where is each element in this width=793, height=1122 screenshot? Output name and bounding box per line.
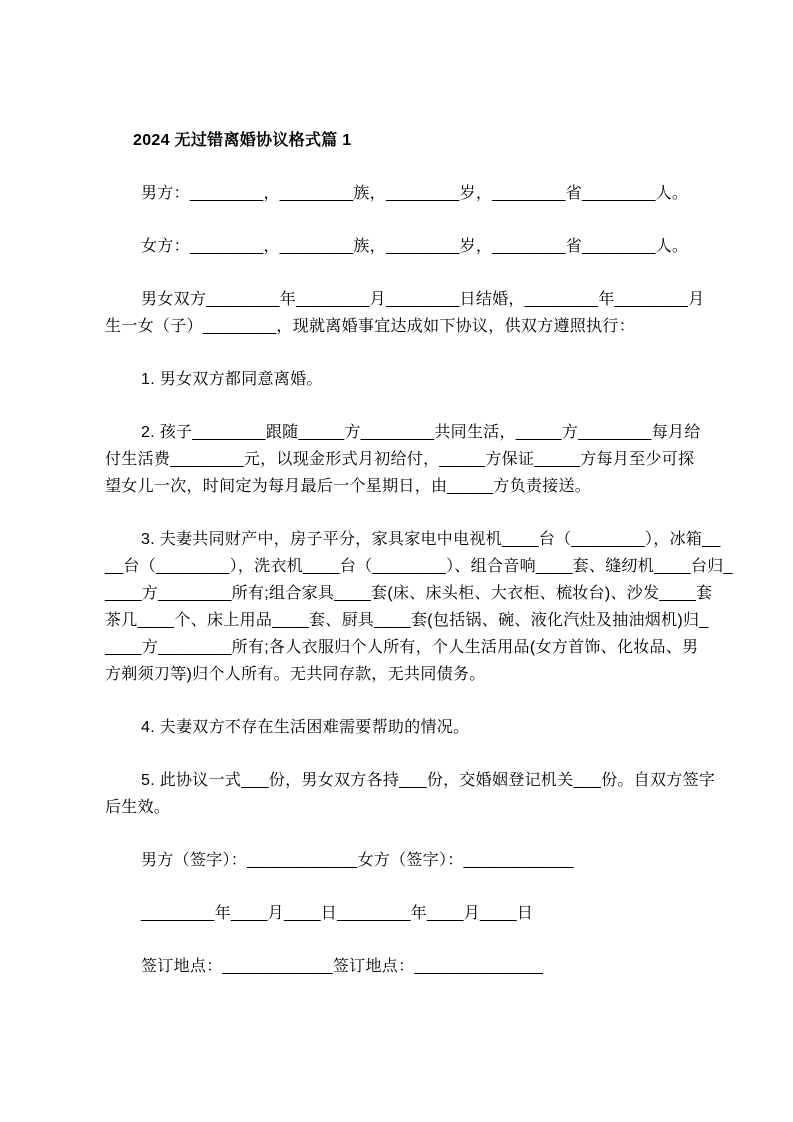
place-line: 签订地点：____________签订地点：______________ (141, 958, 544, 975)
date-paragraph (105, 900, 693, 927)
clause-1-paragraph (105, 366, 693, 393)
clause-3-line-5: ____方________所有;各人衣服归个人所有，个人生活用品(女方首饰、化妆品、男 (105, 639, 699, 656)
party-male-paragraph (105, 180, 693, 207)
signature-paragraph (105, 847, 693, 874)
clause-4-line: 4. 夫妻双方不存在生活困难需要帮助的情况。 (141, 719, 470, 736)
clause-2-paragraph (105, 419, 701, 500)
date-line: ________年____月____日________年____月____日 (141, 905, 534, 922)
intro-line-2: 生一女（子）________，现就离婚事宜达成如下协议，供双方遵照执行： (105, 318, 635, 335)
clause-3-line-4: 茶几____个、床上用品____套、厨具____套(包括锅、碗、液化汽灶及抽油烟机)归_ (105, 612, 709, 629)
clause-3-line-1: 3. 夫妻共同财产中，房子平分，家具家电中电视机____台（________），冰箱__ (141, 531, 721, 548)
clause-5-line-2: 后生效。 (105, 799, 171, 816)
clause-3-line-3: ____方________所有;组合家具____套(床、床头柜、大衣柜、梳妆台)、沙发____套 (105, 585, 713, 602)
intro-line-1: 男女双方________年________月________日结婚，________年________月 (141, 291, 705, 308)
party-female-line: 女方：________，________族，________岁，________省________人。 (141, 238, 689, 255)
place-paragraph (105, 953, 693, 980)
intro-paragraph (105, 286, 705, 340)
document-title: 2024 无过错离婚协议格式篇 1 (133, 132, 352, 149)
clause-2-line-2: 付生活费________元，以现金形式月初给付，_____方保证_____方每月至少可探 (105, 451, 695, 468)
clause-1-line: 1. 男女双方都同意离婚。 (141, 371, 323, 388)
clause-2-line-1: 2. 孩子________跟随_____方________共同生活，_____方________每月给 (141, 424, 701, 441)
clause-3-line-6: 方剃须刀等)归个人所有。无共同存款，无共同债务。 (105, 666, 486, 683)
party-male-line: 男方：________，________族，________岁，________省________人。 (141, 185, 689, 202)
clause-5-paragraph (105, 767, 716, 821)
clause-4-paragraph (105, 714, 693, 741)
clause-5-line-1: 5. 此协议一式___份，男女双方各持___份，交婚姻登记机关___份。自双方签字 (141, 772, 716, 789)
party-female-paragraph (105, 233, 693, 260)
clause-3-line-2: __台（________），洗衣机____台（________）、组合音响____套、缝纫机____台归_ (105, 558, 733, 575)
signature-line: 男方（签字）：____________女方（签字）：____________ (141, 852, 574, 869)
clause-3-paragraph (105, 526, 733, 688)
clause-2-line-3: 望女儿一次，时间定为每月最后一个星期日，由_____方负责接送。 (105, 478, 592, 495)
